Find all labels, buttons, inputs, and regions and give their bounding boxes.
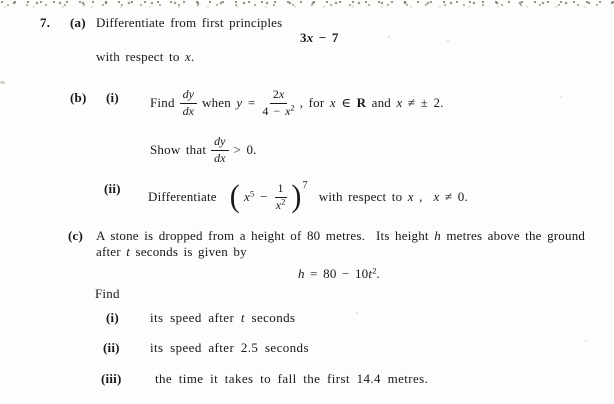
variable-x: x: [184, 49, 191, 64]
minus-sign: −: [260, 189, 268, 204]
scan-speck: [0, 81, 5, 84]
part-c-item-ii-text: [150, 340, 309, 356]
variable-t: t: [126, 243, 131, 259]
question-number: 7.: [40, 15, 51, 30]
part-a-expression: [300, 30, 339, 46]
part-b-i-label: (i): [106, 90, 119, 105]
part-c-label: (c): [68, 228, 84, 243]
text-run: with respect to: [318, 189, 408, 204]
text-run: Find: [150, 95, 175, 110]
exponent: 2: [281, 196, 286, 206]
coefficient: 2: [272, 87, 279, 102]
fraction-numerator: dy: [211, 135, 228, 150]
text-run: [202, 95, 255, 111]
text-run: ≠ ± 2.: [402, 95, 444, 110]
scan-speck: [447, 40, 449, 42]
fraction-numerator: 1: [275, 182, 287, 197]
text-run: its speed after 2.5 seconds: [150, 340, 309, 355]
variable-x: x: [278, 87, 285, 102]
text-run: and: [366, 95, 397, 110]
rational-fraction: [260, 88, 296, 118]
text-run: ,: [413, 189, 434, 204]
text-run: A stone is dropped from a height of 80 metres. Its height: [96, 228, 435, 243]
fraction-numerator: dy: [180, 88, 197, 103]
variable-t: t: [368, 266, 373, 281]
text-run: 4 −: [262, 103, 286, 118]
scan-speck: [388, 36, 390, 38]
variable-x: x: [407, 189, 414, 204]
part-c-find: Find: [95, 286, 120, 301]
part-a-label: (a): [70, 15, 86, 30]
text-run: = 80 − 10: [304, 266, 369, 281]
text-run: after: [96, 243, 127, 259]
text-run: .: [190, 49, 195, 64]
text-run: seconds is given by: [130, 243, 247, 259]
scan-noise-band: [0, 0, 614, 9]
fraction-denominator: [260, 104, 296, 118]
dy-dx-fraction: [180, 88, 197, 118]
part-b-label: (b): [70, 90, 87, 105]
variable-h: h: [298, 266, 305, 281]
expression-tail: − 7: [313, 30, 339, 45]
text-run: ≠ 0.: [439, 189, 468, 204]
text-run: seconds: [244, 310, 296, 325]
fraction-denominator: dx: [182, 103, 194, 118]
exponent: 5: [249, 188, 255, 199]
variable-x: x: [306, 30, 314, 45]
left-paren: (: [229, 178, 240, 215]
text-run: > 0.: [233, 142, 257, 157]
real-numbers-symbol: R: [356, 95, 367, 110]
element-of-symbol: ∈: [335, 95, 357, 110]
part-b-i-show-statement: [150, 133, 257, 167]
part-c-item-ii-label: (ii): [103, 340, 120, 355]
variable-t: t: [240, 310, 245, 325]
part-c-item-i-text: [150, 310, 295, 326]
part-a-stem: Differentiate from first principles: [96, 15, 283, 30]
variable-x: x: [433, 189, 440, 204]
variable-y: y: [236, 95, 243, 110]
coefficient: 3: [300, 30, 307, 45]
fraction-denominator: dx: [214, 150, 226, 165]
text-run: when: [201, 95, 231, 110]
condition-text: [319, 189, 468, 205]
variable-x: x: [275, 197, 282, 212]
variable-x: x: [243, 189, 250, 204]
variable-x: x: [285, 103, 291, 118]
part-c-item-iii-text: [155, 371, 428, 387]
part-c-paragraph: [96, 228, 585, 259]
equals-sign: =: [247, 95, 256, 110]
fraction-denominator: [274, 198, 288, 212]
text-run: .: [376, 266, 380, 281]
exponent: 2: [372, 265, 377, 276]
text-run: , for: [299, 95, 330, 110]
power-term: [244, 189, 254, 205]
text-run: its speed after: [150, 310, 241, 325]
part-c-item-i-label: (i): [106, 310, 119, 325]
text-run: with respect to: [96, 49, 185, 64]
part-c-line2: [96, 244, 585, 260]
exponent: 2: [290, 102, 295, 112]
variable-h: h: [434, 228, 441, 243]
scan-speck: [356, 312, 358, 314]
part-b-ii-label: (ii): [104, 181, 121, 196]
dy-dx-fraction: [211, 135, 228, 165]
text-run: the time it takes to fall the first 14.4 metres.: [155, 371, 429, 386]
part-c-line1: [96, 228, 585, 244]
part-c-formula: [298, 266, 380, 282]
part-c-item-iii-label: (iii): [101, 371, 122, 386]
text-run: metres above the ground: [440, 228, 586, 243]
part-b-ii-expression: [148, 178, 468, 216]
text-run: Show that: [150, 142, 207, 157]
condition-text: [300, 95, 444, 111]
part-b-i-equation: [150, 85, 444, 121]
part-a-continuation: [96, 49, 194, 65]
right-paren: ): [291, 178, 302, 215]
outer-exponent: 7: [302, 180, 308, 191]
variable-x: x: [396, 95, 403, 110]
text-run: Differentiate: [148, 189, 217, 204]
fraction-numerator: [270, 88, 287, 103]
scan-speck: [585, 340, 587, 342]
scan-speck: [560, 96, 562, 98]
variable-x: x: [329, 95, 336, 110]
one-over-x-squared-fraction: [274, 182, 288, 212]
